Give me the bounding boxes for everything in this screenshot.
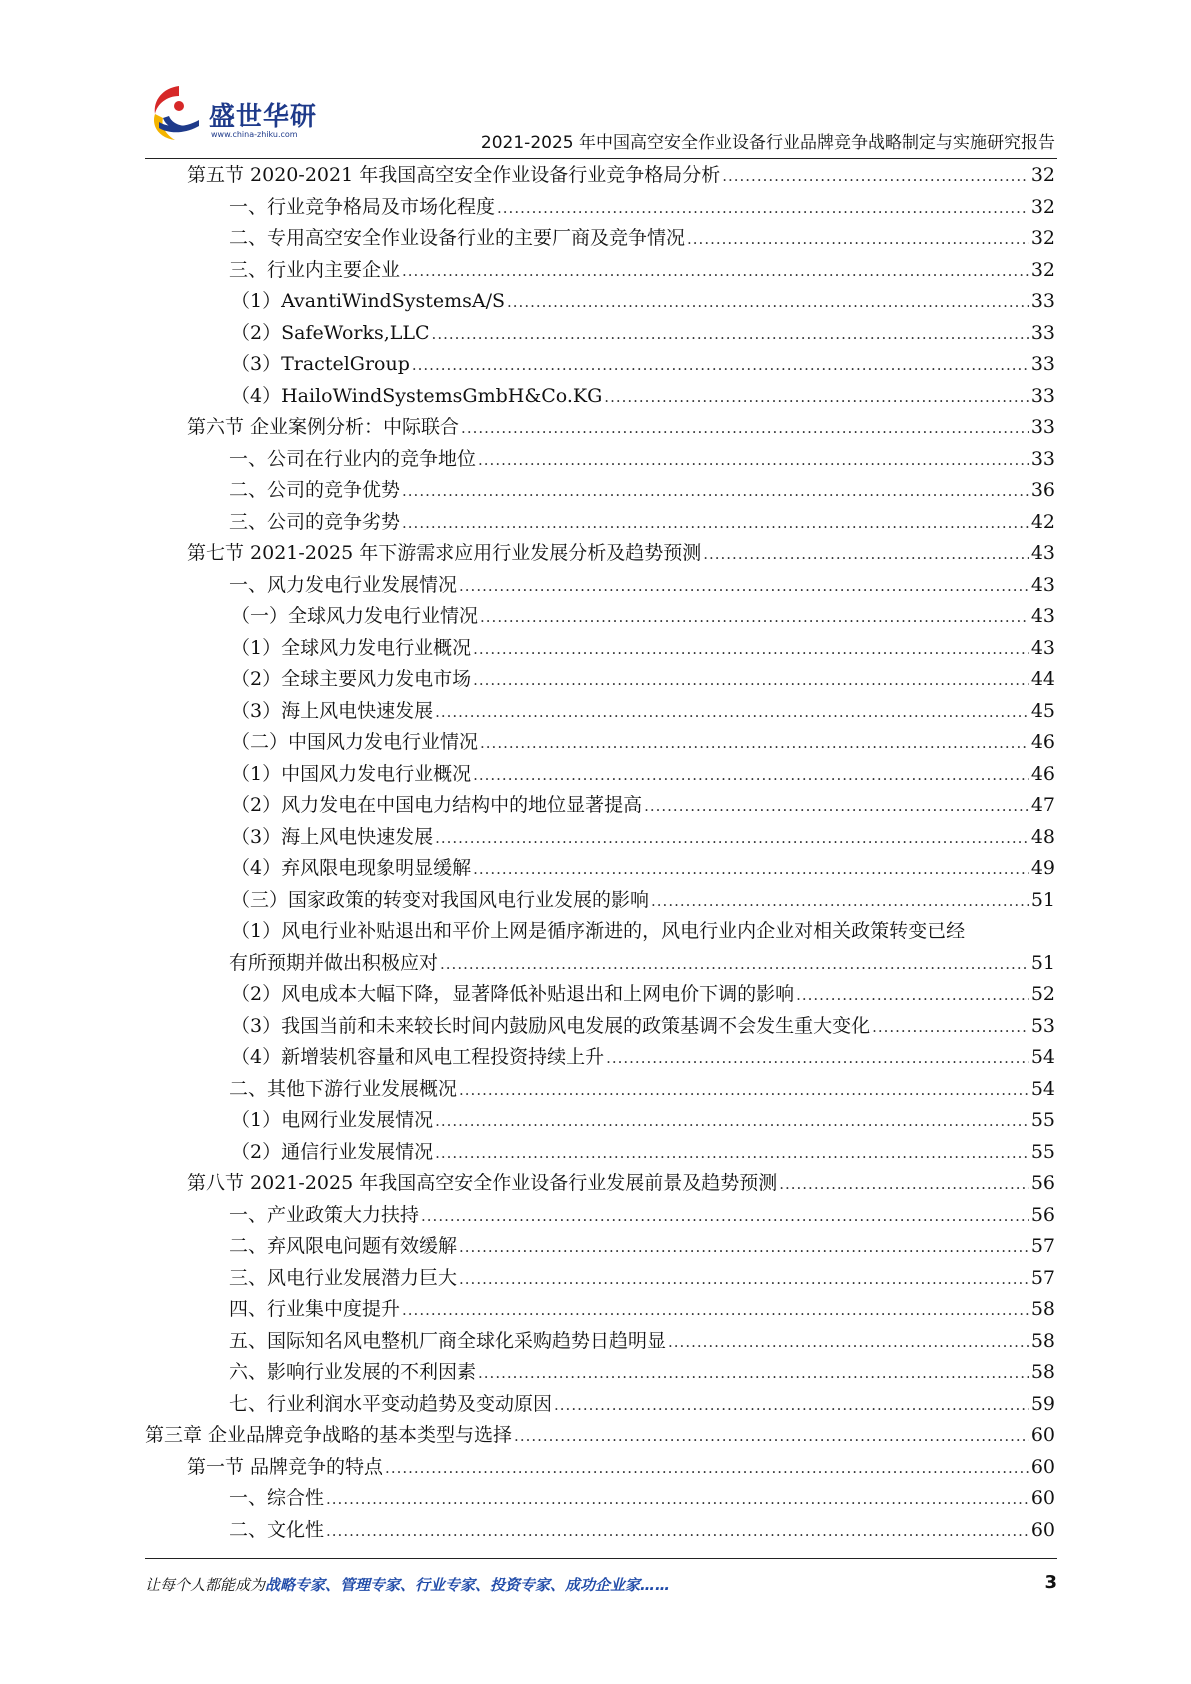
toc-entry-page: 46 bbox=[1030, 731, 1055, 753]
toc-entry-label: （4）弃风限电现象明显缓解 bbox=[231, 857, 472, 879]
logo-emblem-icon bbox=[145, 82, 209, 146]
toc-leader-dots bbox=[872, 1012, 1029, 1044]
toc-entry[interactable] bbox=[145, 192, 1055, 224]
toc-entry[interactable] bbox=[145, 916, 1055, 979]
toc-leader-dots bbox=[497, 193, 1029, 225]
toc-entry-page: 32 bbox=[1030, 227, 1055, 249]
toc-leader-dots bbox=[440, 949, 1029, 981]
footer-slogan-highlight: 战略专家、管理专家、行业专家、投资专家、成功企业家…… bbox=[265, 1576, 671, 1594]
toc-entry-label: 五、国际知名风电整机厂商全球化采购趋势日趋明显 bbox=[229, 1329, 667, 1352]
toc-leader-dots bbox=[461, 413, 1029, 445]
toc-entry-label: 四、行业集中度提升 bbox=[229, 1298, 401, 1320]
toc-entry-page: 32 bbox=[1030, 258, 1055, 281]
toc-entry-label-line2-row bbox=[145, 948, 1055, 980]
toc-entry[interactable] bbox=[145, 759, 1055, 791]
toc-entry[interactable] bbox=[145, 1042, 1055, 1074]
toc-entry-page: 33 bbox=[1030, 321, 1055, 344]
toc-entry-label: （2）通信行业发展情况 bbox=[231, 1140, 434, 1163]
toc-entry-page: 33 bbox=[1030, 353, 1055, 375]
toc-leader-dots bbox=[459, 1264, 1029, 1296]
toc-leader-dots bbox=[687, 224, 1029, 256]
toc-entry-label: （2）风电成本大幅下降，显著降低补贴退出和上网电价下调的影响 bbox=[231, 983, 795, 1005]
toc-entry-page: 43 bbox=[1030, 573, 1055, 596]
toc-leader-dots bbox=[478, 445, 1029, 477]
toc-entry[interactable] bbox=[145, 1168, 1055, 1200]
toc-entry[interactable] bbox=[145, 1263, 1055, 1295]
toc-entry[interactable] bbox=[145, 1326, 1055, 1358]
toc-leader-dots bbox=[402, 508, 1029, 540]
toc-entry-page: 49 bbox=[1030, 857, 1055, 879]
toc-entry-label: （1）AvantiWindSystemsA/S bbox=[231, 290, 506, 312]
toc-entry-page: 42 bbox=[1030, 510, 1055, 533]
toc-entry[interactable] bbox=[145, 412, 1055, 444]
toc-entry-page: 47 bbox=[1030, 794, 1055, 816]
toc-entry-page: 43 bbox=[1030, 605, 1055, 627]
toc-entry-label: （3）海上风电快速发展 bbox=[231, 825, 434, 848]
toc-entry-label-line2: 有所预期并做出积极应对 bbox=[229, 951, 439, 974]
toc-entry-page: 52 bbox=[1030, 983, 1055, 1005]
toc-leader-dots bbox=[473, 665, 1029, 697]
toc-leader-dots bbox=[385, 1453, 1029, 1485]
toc-entry-page: 59 bbox=[1030, 1392, 1055, 1415]
toc-entry-page: 55 bbox=[1030, 1140, 1055, 1163]
toc-leader-dots bbox=[435, 697, 1029, 729]
toc-entry-label: 第一节 品牌竞争的特点 bbox=[187, 1455, 384, 1478]
toc-entry-label: 一、行业竞争格局及市场化程度 bbox=[229, 195, 496, 218]
toc-entry[interactable] bbox=[145, 444, 1055, 476]
toc-leader-dots bbox=[326, 1484, 1029, 1516]
toc-leader-dots bbox=[507, 287, 1029, 319]
toc-leader-dots bbox=[473, 854, 1029, 886]
header-divider bbox=[145, 158, 1057, 159]
toc-entry-page: 48 bbox=[1030, 825, 1055, 848]
toc-entry-label: 一、风力发电行业发展情况 bbox=[229, 573, 458, 596]
toc-entry[interactable] bbox=[145, 475, 1055, 507]
toc-entry-label: （1）中国风力发电行业概况 bbox=[231, 762, 472, 785]
toc-entry-label: 二、专用高空安全作业设备行业的主要厂商及竞争情况 bbox=[229, 227, 686, 249]
toc-entry-page: 33 bbox=[1030, 416, 1055, 438]
toc-entry[interactable] bbox=[145, 1452, 1055, 1484]
toc-entry[interactable] bbox=[145, 1483, 1055, 1515]
toc-entry[interactable] bbox=[145, 1420, 1055, 1452]
toc-entry[interactable] bbox=[145, 885, 1055, 917]
toc-entry-label: （3）海上风电快速发展 bbox=[231, 699, 434, 722]
toc-entry[interactable] bbox=[145, 790, 1055, 822]
toc-leader-dots bbox=[402, 256, 1029, 288]
toc-leader-dots bbox=[668, 1327, 1029, 1359]
toc-entry-page: 33 bbox=[1030, 447, 1055, 470]
company-logo bbox=[145, 78, 365, 148]
toc-entry[interactable] bbox=[145, 822, 1055, 854]
toc-entry[interactable] bbox=[145, 633, 1055, 665]
toc-entry-label: （1）全球风力发电行业概况 bbox=[231, 636, 472, 659]
toc-entry[interactable] bbox=[145, 570, 1055, 602]
toc-entry-label: （二）中国风力发电行业情况 bbox=[231, 731, 479, 753]
toc-leader-dots bbox=[554, 1390, 1029, 1422]
toc-entry-label: 三、风电行业发展潜力巨大 bbox=[229, 1266, 458, 1289]
toc-entry-label-line1: （1）风电行业补贴退出和平价上网是循序渐进的，风电行业内企业对相关政策转变已经 bbox=[231, 920, 966, 942]
toc-entry[interactable] bbox=[145, 1137, 1055, 1169]
toc-entry[interactable] bbox=[145, 664, 1055, 696]
toc-entry[interactable] bbox=[145, 1074, 1055, 1106]
toc-leader-dots bbox=[435, 1138, 1029, 1170]
toc-leader-dots bbox=[796, 980, 1029, 1012]
toc-entry[interactable] bbox=[145, 1357, 1055, 1389]
toc-leader-dots bbox=[514, 1421, 1029, 1453]
toc-entry-label: 二、弃风限电问题有效缓解 bbox=[229, 1235, 458, 1257]
toc-entry[interactable] bbox=[145, 1105, 1055, 1137]
report-title: 2021-2025 年中国高空安全作业设备行业品牌竞争战略制定与实施研究报告 bbox=[480, 133, 1055, 153]
toc-entry-page: 54 bbox=[1030, 1046, 1055, 1068]
toc-entry-label: （1）电网行业发展情况 bbox=[231, 1109, 434, 1131]
toc-entry-page: 54 bbox=[1030, 1077, 1055, 1100]
toc-leader-dots bbox=[473, 634, 1029, 666]
toc-entry-label: 一、公司在行业内的竞争地位 bbox=[229, 447, 477, 470]
toc-entry-page: 43 bbox=[1030, 636, 1055, 659]
footer-slogan bbox=[145, 1574, 670, 1595]
toc-leader-dots bbox=[435, 823, 1029, 855]
toc-leader-dots bbox=[459, 1075, 1029, 1107]
logo-url: www.china-zhiku.com bbox=[211, 130, 298, 139]
toc-entry-label: 七、行业利润水平变动趋势及变动原因 bbox=[229, 1392, 553, 1415]
toc-leader-dots bbox=[480, 728, 1029, 760]
toc-entry[interactable] bbox=[145, 601, 1055, 633]
toc-entry-page: 46 bbox=[1030, 762, 1055, 785]
toc-leader-dots bbox=[402, 1295, 1029, 1327]
toc-leader-dots bbox=[421, 1201, 1029, 1233]
toc-leader-dots bbox=[473, 760, 1029, 792]
toc-entry-page: 45 bbox=[1030, 699, 1055, 722]
toc-leader-dots bbox=[459, 1232, 1029, 1264]
toc-entry[interactable] bbox=[145, 979, 1055, 1011]
logo-name: 盛世华研 bbox=[209, 102, 318, 132]
toc-entry[interactable] bbox=[145, 286, 1055, 318]
toc-entry-label: 第五节 2020-2021 年我国高空安全作业设备行业竞争格局分析 bbox=[187, 164, 721, 186]
toc-entry[interactable] bbox=[145, 507, 1055, 539]
toc-leader-dots bbox=[478, 1358, 1029, 1390]
toc-entry-label: 六、影响行业发展的不利因素 bbox=[229, 1361, 477, 1383]
toc-entry[interactable] bbox=[145, 255, 1055, 287]
toc-entry-page: 32 bbox=[1030, 164, 1055, 186]
toc-entry[interactable] bbox=[145, 349, 1055, 381]
toc-entry-page: 36 bbox=[1030, 479, 1055, 501]
toc-leader-dots bbox=[644, 791, 1029, 823]
footer-slogan-prefix: 让每个人都能成为 bbox=[145, 1576, 266, 1594]
footer-divider bbox=[145, 1558, 1057, 1559]
toc-entry-page: 44 bbox=[1030, 668, 1055, 690]
toc-entry-label: 二、其他下游行业发展概况 bbox=[229, 1077, 458, 1100]
toc-entry-page: 51 bbox=[1030, 951, 1055, 974]
toc-entry-page: 33 bbox=[1030, 290, 1055, 312]
toc-leader-dots bbox=[651, 886, 1029, 918]
toc-entry-label: 第三章 企业品牌竞争战略的基本类型与选择 bbox=[145, 1424, 513, 1446]
toc-entry[interactable] bbox=[145, 1389, 1055, 1421]
toc-entry-page: 32 bbox=[1030, 195, 1055, 218]
toc-leader-dots bbox=[604, 382, 1029, 414]
toc-leader-dots bbox=[480, 602, 1029, 634]
toc-entry-page: 53 bbox=[1030, 1014, 1055, 1037]
toc-entry-page: 56 bbox=[1030, 1172, 1055, 1194]
toc-entry-label: （2）SafeWorks,LLC bbox=[231, 321, 430, 344]
toc-entry[interactable] bbox=[145, 1011, 1055, 1043]
toc-entry-label: 三、行业内主要企业 bbox=[229, 258, 401, 281]
toc-entry-page: 57 bbox=[1030, 1235, 1055, 1257]
toc-entry[interactable] bbox=[145, 381, 1055, 413]
toc-entry-page: 58 bbox=[1030, 1329, 1055, 1352]
toc-leader-dots bbox=[402, 476, 1029, 508]
toc-entry-label: （3）TractelGroup bbox=[231, 353, 410, 375]
toc-entry-label: 第六节 企业案例分析：中际联合 bbox=[187, 416, 460, 438]
toc-entry[interactable] bbox=[145, 223, 1055, 255]
toc-entry-label: 一、产业政策大力扶持 bbox=[229, 1203, 420, 1226]
toc-entry-page: 56 bbox=[1030, 1203, 1055, 1226]
toc-entry-label: （3）我国当前和未来较长时间内鼓励风电发展的政策基调不会发生重大变化 bbox=[231, 1014, 871, 1037]
toc-entry-page: 57 bbox=[1030, 1266, 1055, 1289]
toc-leader-dots bbox=[326, 1516, 1029, 1548]
toc-entry[interactable] bbox=[145, 1200, 1055, 1232]
toc-entry-label: 一、综合性 bbox=[229, 1487, 325, 1509]
toc-entry-page: 58 bbox=[1030, 1298, 1055, 1320]
toc-entry[interactable] bbox=[145, 160, 1055, 192]
toc-entry-label: （三）国家政策的转变对我国风电行业发展的影响 bbox=[231, 888, 650, 911]
page-number: 3 bbox=[1044, 1572, 1057, 1593]
toc-entry-page: 51 bbox=[1030, 888, 1055, 911]
toc-entry[interactable] bbox=[145, 1294, 1055, 1326]
page-header bbox=[145, 78, 1055, 158]
toc-entry-label: （4）HailoWindSystemsGmbH&Co.KG bbox=[231, 384, 603, 407]
toc-entry[interactable] bbox=[145, 318, 1055, 350]
toc-entry-label: （2）全球主要风力发电市场 bbox=[231, 668, 472, 690]
toc-leader-dots bbox=[412, 350, 1029, 382]
toc-entry[interactable] bbox=[145, 538, 1055, 570]
toc-entry[interactable] bbox=[145, 1515, 1055, 1547]
toc-entry-page: 43 bbox=[1030, 542, 1055, 564]
toc-entry[interactable] bbox=[145, 696, 1055, 728]
toc-entry-label: （2）风力发电在中国电力结构中的地位显著提高 bbox=[231, 794, 643, 816]
toc-leader-dots bbox=[432, 319, 1029, 351]
toc-entry[interactable] bbox=[145, 1231, 1055, 1263]
toc-entry-label: 二、文化性 bbox=[229, 1518, 325, 1541]
toc-leader-dots bbox=[435, 1106, 1029, 1138]
table-of-contents bbox=[145, 160, 1055, 1546]
toc-leader-dots bbox=[779, 1169, 1029, 1201]
toc-entry-page: 60 bbox=[1030, 1518, 1055, 1541]
toc-entry-page: 60 bbox=[1030, 1487, 1055, 1509]
toc-entry-label: 第八节 2021-2025 年我国高空安全作业设备行业发展前景及趋势预测 bbox=[187, 1172, 778, 1194]
toc-entry-page: 33 bbox=[1030, 384, 1055, 407]
toc-leader-dots bbox=[459, 571, 1029, 603]
toc-entry-label: （4）新增装机容量和风电工程投资持续上升 bbox=[231, 1046, 605, 1068]
toc-entry-page: 60 bbox=[1030, 1455, 1055, 1478]
toc-entry-label: 二、公司的竞争优势 bbox=[229, 479, 401, 501]
toc-entry[interactable] bbox=[145, 727, 1055, 759]
toc-entry-page: 58 bbox=[1030, 1361, 1055, 1383]
toc-entry-label: 第七节 2021-2025 年下游需求应用行业发展分析及趋势预测 bbox=[187, 542, 702, 564]
toc-entry-label: 三、公司的竞争劣势 bbox=[229, 510, 401, 533]
toc-entry-label: （一）全球风力发电行业情况 bbox=[231, 605, 479, 627]
toc-leader-dots bbox=[703, 539, 1029, 571]
toc-leader-dots bbox=[722, 161, 1029, 193]
toc-entry-page: 55 bbox=[1030, 1109, 1055, 1131]
toc-entry-page: 60 bbox=[1030, 1424, 1055, 1446]
toc-leader-dots bbox=[606, 1043, 1029, 1075]
toc-entry[interactable] bbox=[145, 853, 1055, 885]
